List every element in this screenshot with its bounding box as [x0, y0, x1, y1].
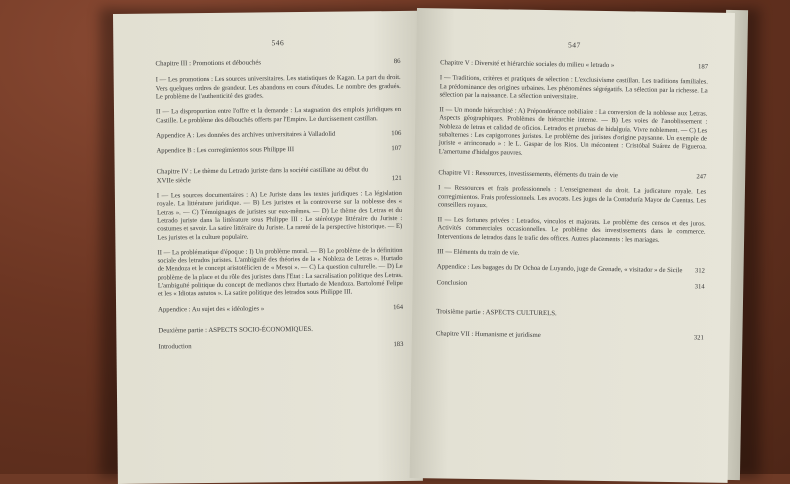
toc-appendix-a: [156, 130, 401, 141]
toc-appendix: [437, 264, 705, 277]
toc-chapter-title: Chapitre VI : Ressources, investissements, éléments du train de vie: [438, 169, 618, 180]
toc-page-number: 107: [391, 145, 402, 153]
toc-entry-text: Conclusion: [436, 278, 468, 287]
toc-section: I — Traditions, critères et pratiques de sélection : L'exclusivisme castillan. Les traditions familiales. La prédominance des origines urbaines. Les phénomènes ségrégatifs. La sélection par la richesse. La sélection par la naissance. La sélection universitaire.: [439, 74, 708, 101]
toc-section: II — La problématique d'époque : I) Un problème moral. — B) Le problème de la définition sociale des letrados juristes. L'ambiguïté des théories de la « Nobleza de Letras ». Hurtado de Mendoza et le concept aristotélicien de « Mesoi ». — C) La question culturelle. — D) Le problème de la place et du rôle des juristes dans l'Etat : La sacralisation politique des Letras. L'ambiguïté politique du concept de medianos chez Hurtado de Mendoza. Bartolomé Felipe et les « Idiotas astutos ». La satire politique des letrados sous Philippe III.: [157, 246, 403, 298]
toc-page-number: 321: [693, 334, 704, 342]
toc-part-heading: Troisième partie : ASPECTS CULTURELS.: [436, 308, 557, 318]
toc-introduction: [158, 341, 403, 352]
toc-entry-text: Appendice : Les bagages du Dr Ochoa de Luyando, juge de Grenade, « visitador » de Sicile: [436, 263, 683, 275]
toc-section: II — Un monde hiérarchisé : A) Prépondérance nobiliaire : La conversion de la noblesse aux Letras. Aspects géographiques. Problèmes de hiérarchie interne. — B) Les voies de l'anoblissement : Nobleza de letras et calidad de oficios. Letrados et pruebas de hidalguía. Vivre noblement. — C) Les subalternes : Les capigorrones juristes. Le problème des juristes d'origine paysanne. Un exemple de juriste « arrinconado » : le L. Gaspar de los Rios. Un mécontent : Cristóbal Suárez de Figueroa. L'amertume d'hidalgos pauvres.: [438, 106, 708, 157]
left-page: [113, 11, 423, 484]
toc-conclusion: [437, 279, 705, 292]
toc-chapter-title: Chapitre IV : Le thème du Letrado juriste dans la société castillane au début du XVIIe siècle: [156, 166, 369, 185]
right-page-number: 547: [567, 40, 581, 50]
toc-section: I — Les sources documentaires : A) Le Juriste dans les textes juridiques : La législation royale. La littérature juridique. — B) Les juristes et la controverse sur la noblesse des « Letras ». — C) Témoignages de juristes sur eux-mêmes. — D) Le thème des Letras et du Letrado juriste dans la littérature sous Philippe III : Le stéréotype littéraire du Juriste : costumes et savoir. La satire littéraire du Juriste. La rareté de la perspective historique. — E) Les juristes et la culture populaire.: [156, 190, 403, 242]
toc-chapter-4: [157, 166, 402, 185]
toc-chapter-title: Chapitre VII : Humanisme et juridisme: [435, 330, 541, 340]
toc-page-number: 183: [393, 341, 404, 349]
toc-appendix: [158, 304, 403, 315]
toc-page-number: 247: [696, 173, 707, 181]
toc-page-number: 106: [391, 129, 402, 137]
toc-entry-text: Appendice A : Les données des archives universitaires à Valladolid: [156, 130, 336, 140]
toc-page-number: 187: [698, 63, 709, 71]
left-page-content: [155, 11, 404, 359]
left-page-number: 546: [271, 38, 285, 48]
toc-entry-text: Appendice : Au sujet des « idéologies »: [158, 305, 265, 314]
toc-section: II — La disproportion entre l'offre et la demande : La stagnation des emplois juridiques en Castille. Le problème des débouchés offerts par l'Empire. Le durcissement castillan.: [155, 106, 402, 125]
toc-page-number: 121: [391, 174, 402, 182]
toc-entry-text: Appendice B : Les corregimientos sous Philippe III: [156, 146, 295, 155]
toc-chapter-title: Chapitre V : Diversité et hiérarchie sociales du milieu « letrado »: [440, 59, 615, 70]
toc-section: III — Eléments du train de vie.: [437, 248, 520, 257]
toc-entry-text: Introduction: [158, 343, 192, 351]
toc-appendix-b: [156, 145, 401, 156]
toc-chapter-3: [155, 58, 400, 69]
toc-section: II — Les fortunes privées : Letrados, vinculos et majorats. Le problème des censos et des juros. Activités commerciales occasionnelles. Le problème des investissements dans le commerce. Interventions de letrados dans le trafic des offices. Autres placements : les mariages.: [437, 216, 706, 244]
right-page-content: [436, 8, 709, 350]
toc-chapter-title: Chapitre III : Promotions et débouchés: [155, 59, 262, 68]
toc-chapter-5: [440, 59, 708, 72]
toc-section: I — Les promotions : Les sources universitaires. Les statistiques de Kagan. La part du droit. Vers quelques ordres de grandeur. Les abandons en cours d'études. Le nombre des gradués. Le problème de l'authenticité des grades.: [155, 74, 401, 101]
toc-page-number: 86: [393, 57, 401, 66]
toc-page-number: 314: [694, 283, 705, 291]
toc-part-heading: Deuxième partie : ASPECTS SOCIO-ÉCONOMIQUES.: [158, 325, 313, 335]
toc-page-number: 312: [694, 267, 705, 275]
right-page: [410, 8, 735, 483]
toc-page-number: 164: [393, 303, 404, 311]
toc-section: I — Ressources et frais professionnels : L'enseignement du droit. La judicature royale. Les corregimientos. Frais professionnels. Les avocats. Les juges de la Contaduría Mayor de Cuentas. Les conseillers royaux.: [437, 184, 707, 209]
